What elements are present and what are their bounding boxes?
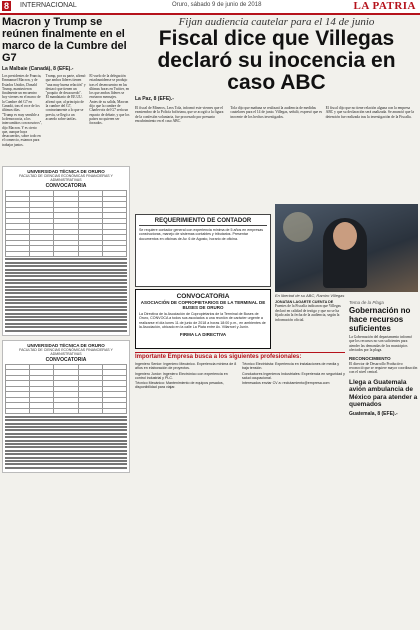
employment-title: Importante Empresa busca a los siguientes profesionales: (135, 352, 345, 360)
requirement-ad (135, 214, 271, 287)
notice-faculty: FACULTAD DE CIENCIAS ECONÓMICAS FINANCIERAS Y ADMINISTRATIVAS (19, 347, 113, 356)
main-column: El fiscal de Mineros, Leos Tola, informó este viernes que el exmiembro de la Policía boliviana, que se acogió a la figura de la confesión voluntaria, fue procesado por presunto encubrimiento en el caso ABC. (135, 106, 224, 124)
side-heading: JONATAN LAGARTE CUENTA DE (275, 300, 334, 304)
employment-ad (135, 352, 345, 628)
notice-table (5, 190, 127, 257)
main-headline: Fiscal dice que Villegas declaró su inocencia en caso ABC (157, 27, 396, 94)
news-photo (275, 204, 418, 292)
main-body (135, 106, 418, 125)
main-story (135, 16, 418, 125)
guatemala-headline: Llega a Guatemala avión ambulancia de México para atender a quemados (349, 378, 418, 409)
main-kicker: Fijan audiencia cautelar para el 14 de junio (178, 16, 375, 28)
page-header (0, 0, 420, 15)
notice-heading: CONVOCATORIA (45, 356, 87, 363)
newspaper-logo: LA PATRIA (353, 0, 416, 12)
convocatoria-subtitle: ASOCIACIÓN DE COPROPIETARIOS DE LA TERMINAL DE BUSES DE ORURO (140, 300, 266, 310)
left-article-body (2, 74, 130, 162)
main-column: El fiscal dijo que no tiene relación alguna con la empresa ABC y que su declaración será analizada. Se anunció que la detención fue realizada tras la investigación de la Fiscalía. (325, 106, 415, 119)
left-column (2, 16, 130, 628)
employment-item: Conductores Ingenieros Industriales: Experiencia en seguridad y salud ocupacional. (242, 371, 345, 380)
gob-text-2: El director de Desarrollo Productivo reconoció que se requiere mayor coordinación con el nivel central. (349, 361, 418, 375)
gob-text: La Gobernación del departamento informó que los recursos no son suficientes para atender las demandas de los municipios afectados por la plaga. (349, 335, 413, 353)
ad-body: Se requiere contador general con experiencia mínima de 5 años en empresas constructoras, manejo de sistemas contables y tributarios. Presentar documentos en oficinas de Av. 6 de Agosto, horario de oficina. (139, 228, 264, 241)
left-paragraph: Los presidentes de Francia, Emmanuel Macron, y de Estados Unidos, Donald Trump, mantuvieron finalmente un encuentro hoy viernes en el marco de la Cumbre del G7 en Canadá, tras el roce de los últimos días. (2, 74, 42, 113)
left-paragraph: Antes de su salida, Macron dijo que la cumbre de Charlevoix del G7 sería un espacio de debate, y que los países no quieren ser forzados. (89, 99, 130, 126)
gob-headline: Gobernación no hace recursos suficientes (349, 306, 411, 333)
employment-item: Interesados enviar CV a: reclutamiento@empresa.com (242, 381, 330, 386)
photo-caption: En libertad de su ABC, Ramiro Villegas (275, 293, 345, 298)
left-paragraph: El mandatario de EE.UU. afirmó que, al principio de la cumbre del G7, contrariamente a lo que se prevía, se llegó a un acuerdo sobre tarifas. (45, 95, 84, 121)
left-paragraph: El vuelo de la delegación estadounidense se produjo tras el desencuentro en las últimas horas en Twitter, en los que ambos líderes se enviaron mensajes. (89, 74, 130, 100)
employment-item: Técnico Electricista: Experiencia en instalaciones de media y baja tensión. (242, 362, 340, 371)
notice-table (5, 364, 127, 415)
convocatoria-body: La Directiva de la Asociación de Copropietarios de la Terminal de Buses de Oruro, CONVOCA a todos sus asociados a una reunión de carácter urgente a realizarse el día lunes 11 de junio de 2018 a horas 18:00 p.m., en ambientes de la Asociación, ubicado en la calle La Plata entre Av. Villarroel y Junín. (139, 312, 266, 330)
page-number: 8 (4, 1, 10, 11)
gobernacion-story (349, 300, 418, 628)
gob-subhead: RECONOCIMIENTO (349, 355, 391, 361)
notice-institution: UNIVERSIDAD TÉCNICA DE ORURO (27, 342, 105, 348)
left-paragraph: Trump, por su parte, afirmó que ambos líderes tienen "una muy buena relación" y destacó que tienen un "poquito de desacuerdo". (45, 74, 86, 96)
notice-faculty: FACULTAD DE CIENCIAS ECONÓMICAS FINANCIERAS Y ADMINISTRATIVAS (19, 174, 113, 182)
employment-item: Ingeniero Senior: Ingeniero Mecánico. Experiencia mínima de 8 años en elaboración de proyectos. (135, 362, 237, 371)
left-paragraph: "Trump es muy sensible a la democracia, a los intercambios con nosotros", dijo Macron. Y es cierto que, aunque haya desacuerdos, sobre todo en el comercio, estamos para trabajar juntos. (2, 112, 43, 147)
convocatoria-title: CONVOCATORIA (176, 293, 230, 300)
convocatoria-ad (135, 289, 271, 349)
side-story (275, 300, 345, 355)
employment-columns (135, 362, 345, 391)
main-column: Tola dijo que mañana se realizará la audiencia de medidas cautelares para el 14 de junio. Villegas, señaló, expresó que es inocente de los hechos investigados. (230, 106, 323, 119)
notice-fine-print (5, 416, 127, 469)
convocatoria-footer: FIRMA LA DIRECTIVA (179, 331, 227, 337)
guatemala-dateline: Guatemala, 8 (EFE).- (349, 410, 398, 417)
left-headline: Macron y Trump se reúnen finalmente en el marco de la Cumbre del G7 (2, 16, 127, 64)
notice-heading: CONVOCATORIA (45, 183, 87, 189)
notice-fine-print (5, 258, 127, 331)
employment-item: Ingeniero Junior: Ingeniero Electrónico con experiencia en control industrial y PLC. (135, 371, 228, 380)
notice-institution: UNIVERSIDAD TÉCNICA DE ORURO (27, 169, 105, 174)
main-byline: La Paz, 8 (EFE).- (135, 96, 174, 102)
section-name: INTERNACIONAL (20, 2, 77, 9)
issue-date: Oruro, sábado 9 de junio de 2018 (172, 2, 262, 8)
university-notice-2 (2, 340, 130, 473)
gob-kicker: Tema de la Plaga (349, 300, 384, 305)
university-notice-1 (2, 166, 130, 336)
left-byline: La Malbaie (Canadá), 8 (EFE).- (2, 66, 74, 72)
side-text: Fuentes de la Fiscalía indicaron que Villegas declaró en calidad de testigo y que no se ha fijado aún la fecha de la audiencia, según la información oficial. (275, 304, 341, 322)
ad-title: REQUERIMIENTO DE CONTADOR (139, 218, 267, 226)
employment-item: Técnico Mecánico: Mantenimiento de equipos pesados, disponibilidad para viajar. (135, 381, 224, 390)
